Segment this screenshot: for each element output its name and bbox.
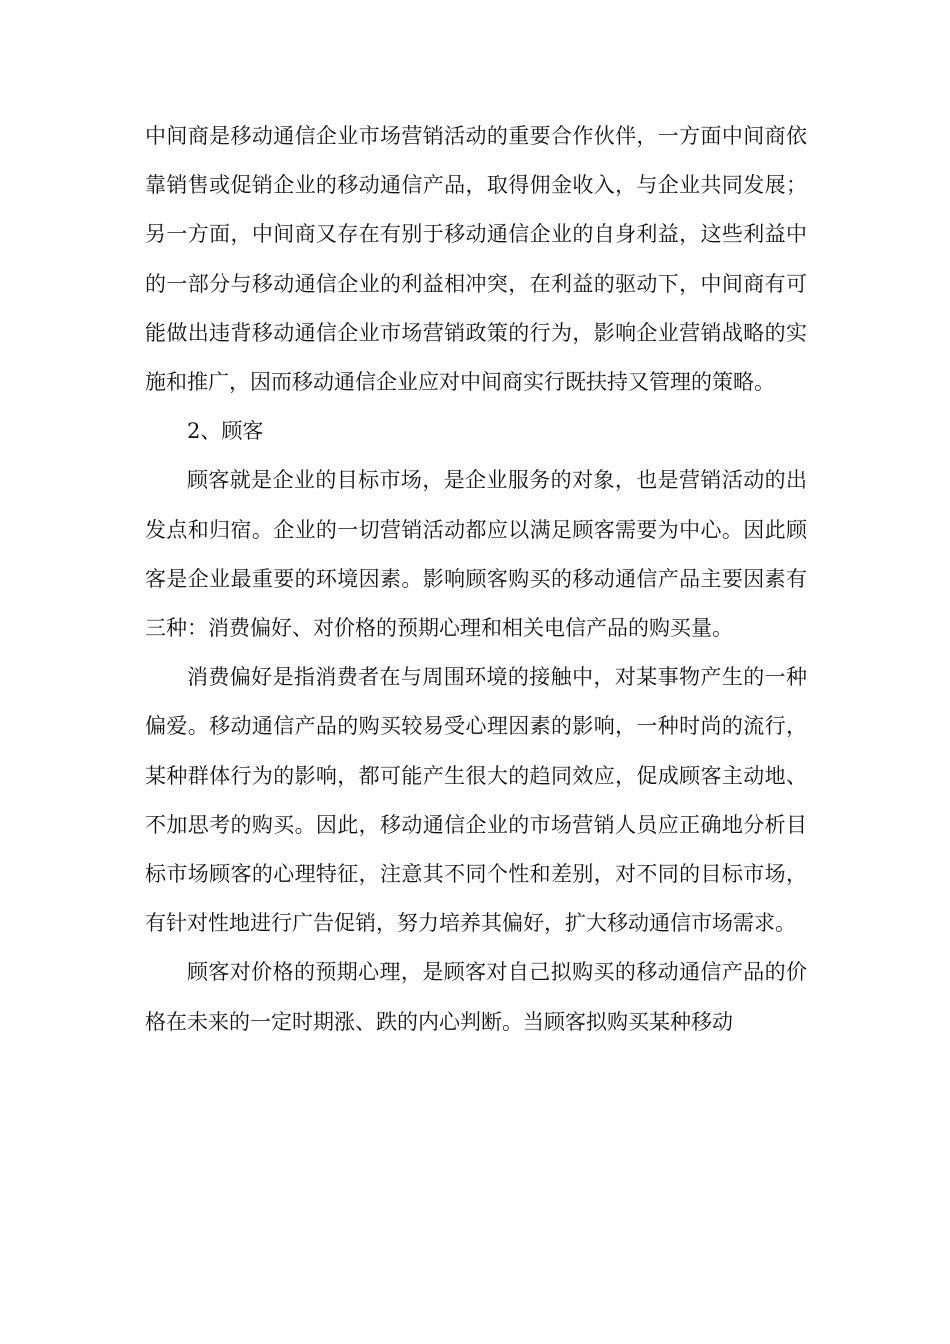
paragraph-intermediaries: 中间商是移动通信企业市场营销活动的重要合作伙伴，一方面中间商依靠销售或促销企业的移动通信产品，取得佣金收入，与企业共同发展；另一方面，中间商又存在有别于移动通信企业的自身利益，这些利益中的一部分与移动通信企业的利益相冲突，在利益的驱动下，中间商有可能做出违背移动通信企业市场营销政策的行为，影响企业营销战略的实施和推广，因而移动通信企业应对中间商实行既扶持又管理的策略。 [145, 124, 807, 395]
section-heading-customers: 2、顾客 [187, 419, 264, 444]
paragraph-customers-target-market: 顾客就是企业的目标市场，是企业服务的对象，也是营销活动的出发点和归宿。企业的一切营销活动都应以满足顾客需要为中心。因此顾客是企业最重要的环境因素。影响顾客购买的移动通信产品主要因素有三种：消费偏好、对价格的预期心理和相关电信产品的购买量。 [145, 468, 807, 641]
paragraph-price-expectation: 顾客对价格的预期心理，是顾客对自己拟购买的移动通信产品的价格在未来的一定时期涨、跌的内心判断。当顾客拟购买某种移动 [145, 960, 807, 1034]
paragraph-consumer-preference: 消费偏好是指消费者在与周围环境的接触中，对某事物产生的一种偏爱。移动通信产品的购买较易受心理因素的影响，一种时尚的流行，某种群体行为的影响，都可能产生很大的趋同效应，促成顾客主动地、不加思考的购买。因此，移动通信企业的市场营销人员应正确地分析目标市场顾客的心理特征，注意其不同个性和差别，对不同的目标市场，有针对性地进行广告促销，努力培养其偏好，扩大移动通信市场需求。 [145, 665, 807, 936]
document-body [145, 112, 807, 1047]
